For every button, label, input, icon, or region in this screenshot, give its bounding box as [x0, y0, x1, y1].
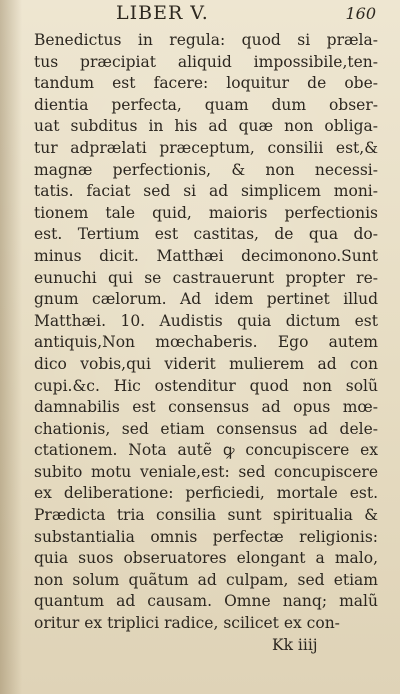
text-body — [34, 30, 378, 635]
text-line: Benedictus in regula: quod si prӕla- — [34, 31, 378, 49]
text-line: magnӕ perfectionis, & non necessi- — [34, 160, 378, 179]
text-line: dientia perfecta, quam dum obser- — [34, 95, 378, 114]
text-line: quia suos obseruatores elongant a malo, — [34, 549, 378, 568]
text-line: damnabilis est consensus ad opus mœ- — [34, 398, 378, 417]
page-gutter-shadow — [0, 0, 22, 694]
text-line: tur adprӕlati prӕceptum, consilii est,& — [34, 138, 378, 157]
running-head: LIBER V. — [116, 2, 209, 24]
text-line: dico vobis,qui viderit mulierem ad con — [34, 354, 378, 373]
folio-number: 160 — [345, 4, 376, 23]
text-line: Prӕdicta tria consilia sunt spiritualia & — [34, 506, 378, 525]
text-line: cupi.&c. Hic ostenditur quod non solũ — [34, 376, 378, 395]
signature-mark: Kk iiij — [272, 636, 318, 654]
text-line: ex deliberatione: perficiedi, mortale est. — [34, 484, 378, 503]
text-line: oritur ex triplici radice, scilicet ex con- — [34, 614, 340, 633]
text-line: eunuchi qui se castrauerunt propter re- — [34, 268, 378, 287]
text-line: subito motu veniale,est: sed concupiscere — [34, 462, 378, 481]
text-line: Matthӕi. 10. Audistis quia dictum est — [34, 311, 378, 330]
text-line: non solum quãtum ad culpam, sed etiam — [34, 570, 378, 589]
text-line: minus dicit. Matthӕi decimonono.Sunt — [34, 246, 378, 265]
page-footer — [0, 636, 400, 660]
page-header — [0, 4, 400, 28]
text-line: ctationem. Nota autẽ ꝙ concupiscere ex — [34, 441, 378, 460]
text-line: chationis, sed etiam consensus ad dele- — [34, 419, 378, 438]
text-line: est. Tertium est castitas, de qua do- — [34, 225, 378, 244]
text-line: quantum ad causam. Omne nanq; malũ — [34, 592, 378, 611]
text-line: uat subditus in his ad quӕ non obliga- — [34, 117, 378, 136]
text-line: gnum cӕlorum. Ad idem pertinet illud — [34, 290, 378, 309]
text-line: tandum est facere: loquitur de obe- — [34, 74, 378, 93]
text-line: substantialia omnis perfectӕ religionis: — [34, 527, 378, 546]
text-line: tus prӕcipiat aliquid impossibile,ten- — [34, 52, 378, 71]
text-line: tionem tale quid, maioris perfectionis — [34, 203, 378, 222]
text-line: tatis. faciat sed si ad simplicem moni- — [34, 182, 378, 201]
text-line: antiquis,Non mœchaberis. Ego autem — [34, 333, 378, 352]
